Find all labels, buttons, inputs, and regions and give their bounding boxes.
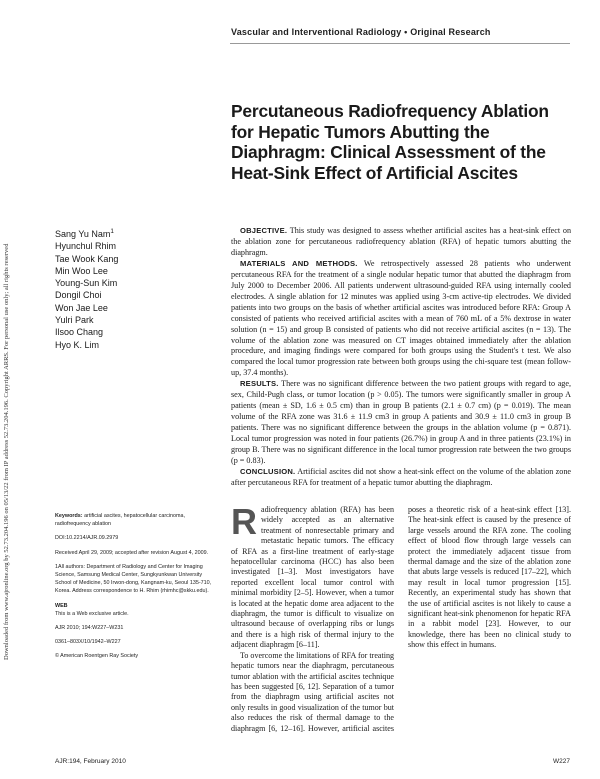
author-name: Hyo K. Lim	[55, 339, 100, 350]
author-name: Dongil Choi	[55, 290, 102, 301]
author-name: Hyunchul Rhim	[55, 241, 117, 252]
issn: 0361–803X/10/1942–W227	[55, 639, 121, 646]
abstract-results	[231, 379, 571, 467]
abstract-methods-text: We retrospectively assessed 28 patients who underwent percutaneous RFA for the treatment of a single nodular hepatic tumor that abutted the diaphragm from July 2000 to December 2006. All patients underwent ultrasound-guided RFA using internally cooled electrodes. A single ablation for 12 minutes was applied using 3-cm active-tip electrodes. We divided patients into two groups on the basis of whether artificial ascites was introduced before RFA: Group A consisted of patients who received artificial ascites with a mean of 760 mL of a 5% dextrose in water solution (n = 15) and group B consisted of patients who did not receive artificial ascites (n = 13). The volume of the ablation zone was measured on CT images obtained immediately after the ablation procedure, and imaging findings were compared for both groups using the Student's t test. We also compared the local tumor progression rate between both groups using the chi-square test (mean follow-up, 37.4 months).	[231, 258, 571, 378]
keywords-text: artificial ascites, hepatocellular carcinoma, radiofrequency ablation	[55, 513, 186, 528]
abstract-results-label: RESULTS.	[240, 379, 279, 389]
download-watermark-text: Downloaded from www.ajronline.org by 52.73.204.196 on 05/13/22 from IP address 52.73.204.196. Copyright ARRS. For personal use only; all rights reserved	[3, 243, 10, 660]
abstract-methods-label: MATERIALS AND METHODS.	[240, 258, 358, 268]
author-affiliation-mark: 1	[110, 228, 114, 235]
author-name	[55, 228, 205, 240]
body-paragraph: To overcome the limitations of RFA for treating hepatic tumors near the diaphragm, percutaneous tumor ablation with the artificial ascites technique has been suggested [6, 12]. Separation of a tumor from the diaphragm using artificial ascites not only results in good visualization of the tumor but also reduces the risk of thermal damage to the diaphragm [6, 12–16]. However, artificial ascites poses a theoretic risk of a heat-sink effect [13]. The heat-sink effect is caused by the presence of large vessels around the RFA zone. The cooling effect of blood flow through large vessels can protect the immediately adjacent tissue from thermal damage and the size of the ablation zone that abuts large vessels is reduced [17–22], which may result in local tumor progression [15]. Recently, an experimental study has shown that the use of artificial ascites is not likely to cause a significant heat-sink phenomenon for hepatic RFA in a rabbit model [23]. However, to our knowledge, there has been no clinical study to show this effect in humans.	[231, 505, 571, 733]
article-body	[231, 501, 571, 739]
author-name: Min Woo Lee	[55, 265, 108, 276]
received-date: Received April 29, 2009; accepted after revision August 4, 2009.	[55, 549, 209, 556]
abstract-objective	[231, 226, 571, 259]
footer-page-number: W227	[553, 758, 570, 765]
affiliation: 1All authors: Department of Radiology and Center for Imaging Science, Samsung Medical Center, Sungkyunkwan University School of Medicine, 50 Irwon-dong, Kangnam-ku, Seoul 135-710, Korea. Address correspondence to H. Rhim (rhimhc@skku.edu).	[55, 563, 212, 595]
running-head: Vascular and Interventional Radiology • Original Research	[231, 27, 491, 37]
abstract-conclusion-label: CONCLUSION.	[240, 466, 296, 476]
body-paragraph-text: adiofrequency ablation (RFA) has been widely accepted as an alternative treatment of nonresectable primary and metastatic hepatic tumors. The efficacy of RFA as a first-line treatment of early-stage hepatocellular carcinoma (HCC) has also been investigated [1–3]. Most investigators have reported excellent local tumor control with minimal morbidity [2–5]. However, when a tumor is located at the hepatic dome area adjacent to the diaphragm, the tumor is difficult to visualize on ultrasound because of overlapping ribs or lungs and there is a high risk of thermal injury to the adjacent diaphragm [6–11].	[231, 505, 394, 650]
abstract-conclusion	[231, 467, 571, 489]
footer-journal-issue: AJR:194, February 2010	[55, 758, 126, 765]
author-name: Ilsoo Chang	[55, 327, 104, 338]
drop-cap: R	[231, 501, 257, 542]
article-metadata	[55, 512, 215, 667]
abstract-methods	[231, 259, 571, 379]
abstract	[231, 226, 571, 489]
download-watermark	[2, 120, 12, 660]
web-text: This is a Web exclusive article.	[55, 610, 129, 617]
author-name: Tae Wook Kang	[55, 253, 119, 264]
abstract-objective-text: This study was designed to assess whether artificial ascites has a heat-sink effect on the ablation zone for percutaneous radiofrequency ablation (RFA) of hepatic tumors abutting the diaphragm.	[231, 226, 572, 257]
abstract-objective-label: OBJECTIVE.	[240, 226, 288, 235]
web-label: WEB	[55, 602, 68, 609]
citation-reference: AJR 2010; 194:W227–W231	[55, 625, 124, 632]
author-name: Won Jae Lee	[55, 302, 108, 313]
body-paragraph	[231, 501, 394, 651]
abstract-conclusion-text: Artificial ascites did not show a heat-sink effect on the volume of the ablation zone after percutaneous RFA for treatment of a hepatic tumor abutting the diaphragm.	[231, 466, 571, 487]
author-list	[55, 228, 205, 351]
copyright: © American Roentgen Ray Society	[55, 653, 139, 660]
author-name-text: Sang Yu Nam	[55, 229, 111, 239]
keywords-label: Keywords:	[55, 513, 83, 519]
article-title: Percutaneous Radiofrequency Ablation for Hepatic Tumors Abutting the Diaphragm: Clinical Assessment of the Heat-Sink Effect of Artificial Ascites	[231, 101, 549, 183]
author-name: Young-Sun Kim	[55, 278, 118, 289]
keywords	[55, 512, 215, 528]
abstract-results-text: There was no significant difference between the two patient groups with regard to age, sex, Child-Pugh class, or tumor location (p > 0.05). The tumors were significantly smaller in group A patients (mean ± SD, 1.6 ± 0.5 cm) than in group B patients (2.1 ± 0.7 cm) (p = 0.019). The mean volume of the RFA zone was 31.6 ± 11.9 cm3 in group A patients and 30.9 ± 11.0 cm3 in group B patients. There was no significant difference between the groups in the ablation volume (p = 0.871). Local tumor progression was noted in four patients (26.7%) in group A and in three patients (23.1%) in group B. There was no significant difference in the local tumor progression rate between the two groups (p = 0.83).	[231, 379, 571, 466]
web-note	[55, 602, 215, 618]
doi: DOI:10.2214/AJR.09.2979	[55, 535, 119, 542]
author-name: Yulri Park	[55, 315, 94, 326]
header-divider	[230, 43, 570, 44]
